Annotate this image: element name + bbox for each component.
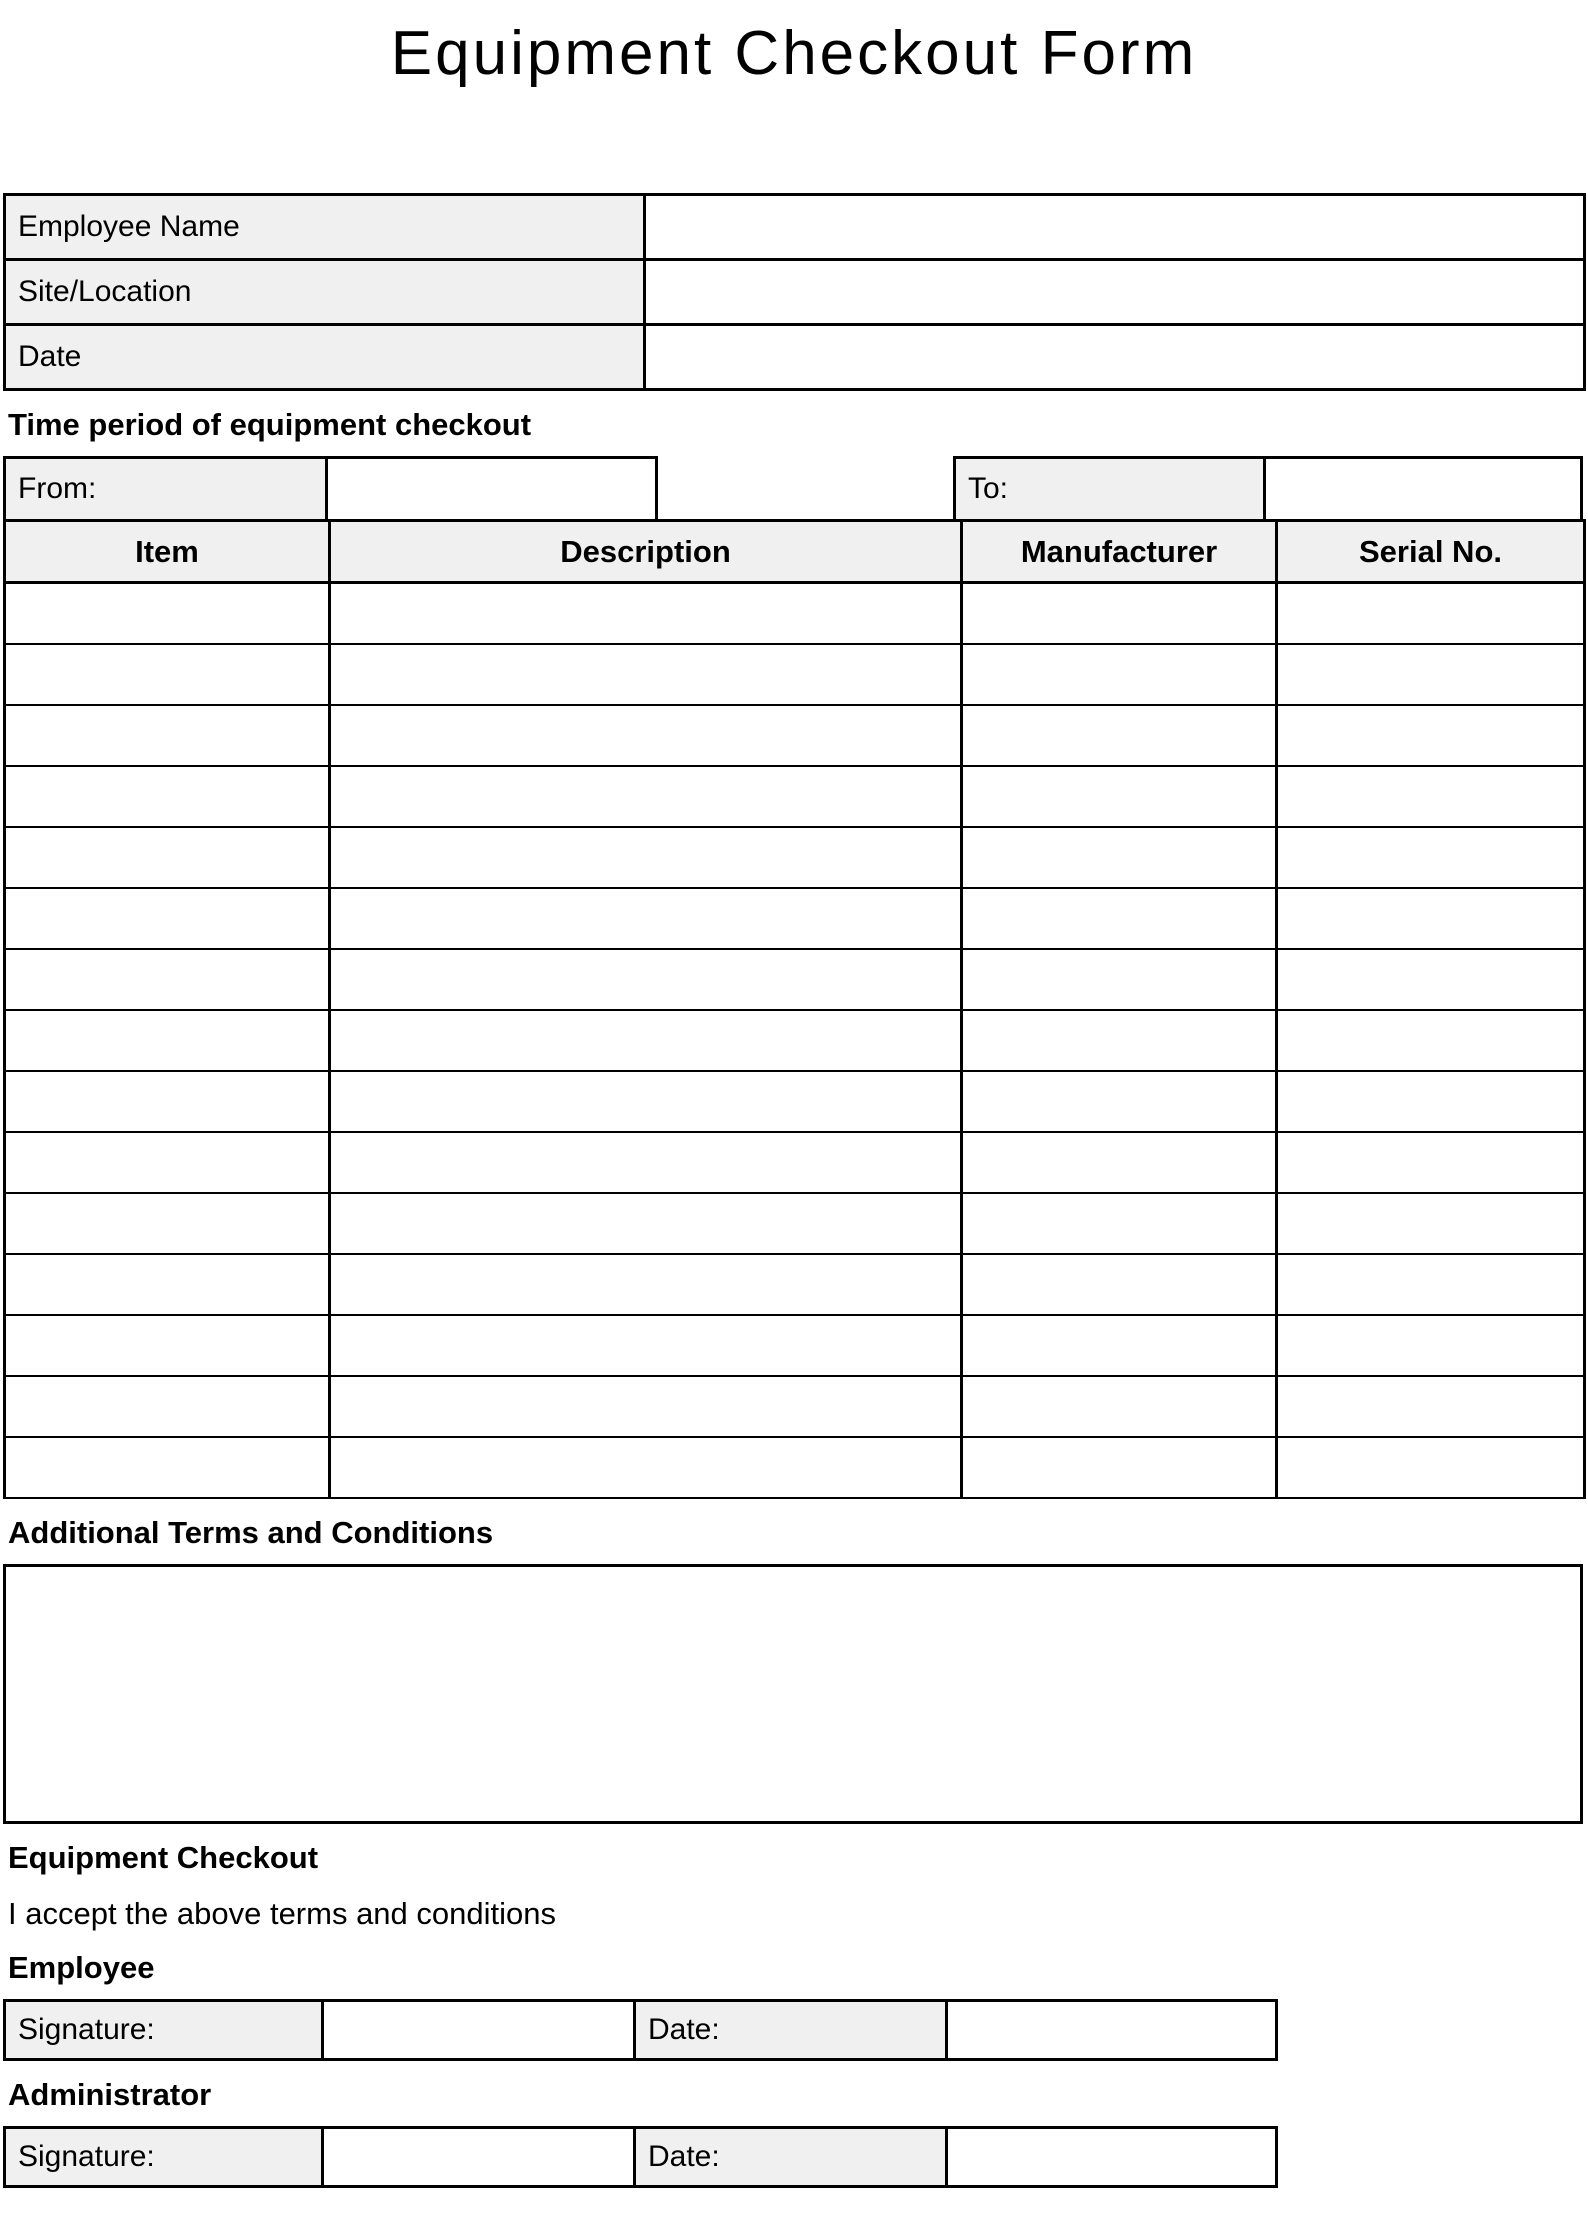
manufacturer-cell[interactable] bbox=[962, 1315, 1277, 1376]
description-cell[interactable] bbox=[330, 1132, 962, 1193]
manufacturer-cell[interactable] bbox=[962, 827, 1277, 888]
serial-no-cell[interactable] bbox=[1277, 1193, 1585, 1254]
table-row bbox=[5, 2000, 1277, 2059]
employee-name-field[interactable] bbox=[645, 195, 1585, 260]
manufacturer-cell[interactable] bbox=[962, 1437, 1277, 1498]
description-cell[interactable] bbox=[330, 888, 962, 949]
table-row bbox=[5, 1193, 1585, 1254]
items-table-body bbox=[5, 583, 1585, 1498]
employee-info-table bbox=[3, 193, 1586, 391]
table-row bbox=[5, 195, 1585, 260]
item-cell[interactable] bbox=[5, 1315, 330, 1376]
table-row bbox=[5, 325, 1585, 390]
manufacturer-column-header: Manufacturer bbox=[962, 521, 1277, 583]
item-cell[interactable] bbox=[5, 827, 330, 888]
from-date-field[interactable] bbox=[328, 456, 658, 522]
item-cell[interactable] bbox=[5, 949, 330, 1010]
item-cell[interactable] bbox=[5, 644, 330, 705]
items-header-row bbox=[5, 521, 1585, 583]
serial-no-cell[interactable] bbox=[1277, 1010, 1585, 1071]
description-cell[interactable] bbox=[330, 827, 962, 888]
form-title: Equipment Checkout Form bbox=[390, 19, 1198, 88]
date-label: Date bbox=[5, 325, 645, 390]
item-cell[interactable] bbox=[5, 766, 330, 827]
serial-no-cell[interactable] bbox=[1277, 766, 1585, 827]
table-row bbox=[5, 949, 1585, 1010]
manufacturer-cell[interactable] bbox=[962, 1254, 1277, 1315]
description-cell[interactable] bbox=[330, 1254, 962, 1315]
item-cell[interactable] bbox=[5, 888, 330, 949]
description-cell[interactable] bbox=[330, 1010, 962, 1071]
time-period-gap bbox=[658, 456, 953, 522]
description-cell[interactable] bbox=[330, 1437, 962, 1498]
table-row bbox=[5, 583, 1585, 644]
description-cell[interactable] bbox=[330, 1071, 962, 1132]
description-cell[interactable] bbox=[330, 583, 962, 644]
item-cell[interactable] bbox=[5, 1254, 330, 1315]
description-cell[interactable] bbox=[330, 949, 962, 1010]
manufacturer-cell[interactable] bbox=[962, 1071, 1277, 1132]
manufacturer-cell[interactable] bbox=[962, 1010, 1277, 1071]
table-row bbox=[5, 1071, 1585, 1132]
item-cell[interactable] bbox=[5, 705, 330, 766]
serial-no-cell[interactable] bbox=[1277, 888, 1585, 949]
serial-no-cell[interactable] bbox=[1277, 949, 1585, 1010]
item-cell[interactable] bbox=[5, 1010, 330, 1071]
administrator-date-field[interactable] bbox=[947, 2127, 1277, 2186]
description-cell[interactable] bbox=[330, 644, 962, 705]
serial-no-column-header: Serial No. bbox=[1277, 521, 1585, 583]
administrator-role-heading: Administrator bbox=[8, 2076, 212, 2112]
serial-no-cell[interactable] bbox=[1277, 644, 1585, 705]
time-period-row bbox=[3, 456, 1583, 522]
manufacturer-cell[interactable] bbox=[962, 583, 1277, 644]
to-label: To: bbox=[953, 456, 1266, 522]
item-cell[interactable] bbox=[5, 1437, 330, 1498]
description-column-header: Description bbox=[330, 521, 962, 583]
serial-no-cell[interactable] bbox=[1277, 1071, 1585, 1132]
item-column-header: Item bbox=[5, 521, 330, 583]
item-cell[interactable] bbox=[5, 1376, 330, 1437]
manufacturer-cell[interactable] bbox=[962, 644, 1277, 705]
additional-terms-heading: Additional Terms and Conditions bbox=[8, 1514, 494, 1550]
additional-terms-input-area[interactable] bbox=[3, 1564, 1583, 1824]
employee-date-field[interactable] bbox=[947, 2000, 1277, 2059]
item-cell[interactable] bbox=[5, 583, 330, 644]
employee-signature-field[interactable] bbox=[323, 2000, 635, 2059]
description-cell[interactable] bbox=[330, 1376, 962, 1437]
table-row bbox=[5, 1254, 1585, 1315]
equipment-items-table bbox=[3, 519, 1586, 1499]
table-row bbox=[5, 1376, 1585, 1437]
table-row bbox=[5, 1437, 1585, 1498]
item-cell[interactable] bbox=[5, 1132, 330, 1193]
equipment-checkout-heading: Equipment Checkout bbox=[8, 1839, 319, 1875]
manufacturer-cell[interactable] bbox=[962, 1193, 1277, 1254]
serial-no-cell[interactable] bbox=[1277, 827, 1585, 888]
serial-no-cell[interactable] bbox=[1277, 1132, 1585, 1193]
item-cell[interactable] bbox=[5, 1071, 330, 1132]
manufacturer-cell[interactable] bbox=[962, 1376, 1277, 1437]
serial-no-cell[interactable] bbox=[1277, 1437, 1585, 1498]
manufacturer-cell[interactable] bbox=[962, 949, 1277, 1010]
employee-signature-label: Signature: bbox=[5, 2000, 323, 2059]
manufacturer-cell[interactable] bbox=[962, 1132, 1277, 1193]
description-cell[interactable] bbox=[330, 1315, 962, 1376]
table-row bbox=[5, 644, 1585, 705]
acceptance-statement: I accept the above terms and conditions bbox=[8, 1895, 556, 1931]
employee-name-label: Employee Name bbox=[5, 195, 645, 260]
serial-no-cell[interactable] bbox=[1277, 1376, 1585, 1437]
item-cell[interactable] bbox=[5, 1193, 330, 1254]
table-row bbox=[5, 827, 1585, 888]
table-row bbox=[5, 260, 1585, 325]
administrator-signature-label: Signature: bbox=[5, 2127, 323, 2186]
from-label: From: bbox=[3, 456, 328, 522]
employee-signature-table bbox=[3, 1999, 1278, 2061]
serial-no-cell[interactable] bbox=[1277, 705, 1585, 766]
employee-date-label: Date: bbox=[635, 2000, 947, 2059]
site-location-label: Site/Location bbox=[5, 260, 645, 325]
serial-no-cell[interactable] bbox=[1277, 1254, 1585, 1315]
employee-role-heading: Employee bbox=[8, 1949, 155, 1985]
manufacturer-cell[interactable] bbox=[962, 705, 1277, 766]
manufacturer-cell[interactable] bbox=[962, 766, 1277, 827]
serial-no-cell[interactable] bbox=[1277, 1315, 1585, 1376]
manufacturer-cell[interactable] bbox=[962, 888, 1277, 949]
table-row bbox=[5, 1132, 1585, 1193]
to-date-field[interactable] bbox=[1266, 456, 1583, 522]
table-row bbox=[5, 2127, 1277, 2186]
description-cell[interactable] bbox=[330, 766, 962, 827]
table-row bbox=[5, 766, 1585, 827]
administrator-signature-table bbox=[3, 2126, 1278, 2188]
site-location-field[interactable] bbox=[645, 260, 1585, 325]
table-row bbox=[5, 705, 1585, 766]
serial-no-cell[interactable] bbox=[1277, 583, 1585, 644]
table-row bbox=[5, 888, 1585, 949]
time-period-heading: Time period of equipment checkout bbox=[8, 407, 532, 442]
description-cell[interactable] bbox=[330, 705, 962, 766]
administrator-date-label: Date: bbox=[635, 2127, 947, 2186]
description-cell[interactable] bbox=[330, 1193, 962, 1254]
table-row bbox=[5, 1010, 1585, 1071]
date-field[interactable] bbox=[645, 325, 1585, 390]
table-row bbox=[5, 1315, 1585, 1376]
administrator-signature-field[interactable] bbox=[323, 2127, 635, 2186]
